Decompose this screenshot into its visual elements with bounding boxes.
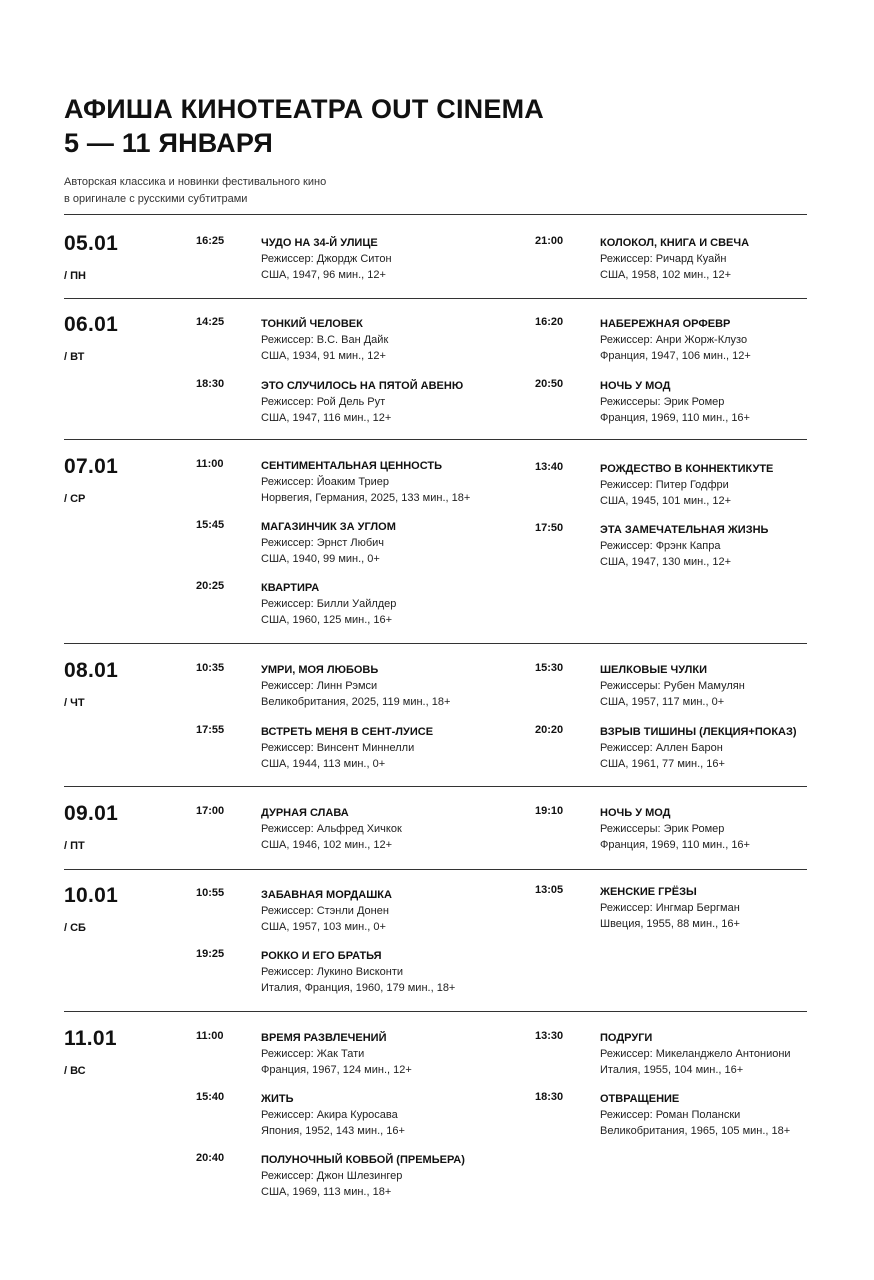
screening-time: 17:50 bbox=[535, 522, 564, 534]
film-title: СЕНТИМЕНТАЛЬНАЯ ЦЕННОСТЬ bbox=[261, 460, 442, 472]
film-title: ОТВРАЩЕНИЕ bbox=[600, 1093, 680, 1105]
film-details: США, 1945, 101 мин., 12+ bbox=[600, 495, 732, 507]
film-info bbox=[600, 884, 740, 932]
screening-time: 15:45 bbox=[196, 519, 225, 531]
film-title: ВРЕМЯ РАЗВЛЕЧЕНИЙ bbox=[261, 1032, 387, 1044]
film-info bbox=[261, 948, 455, 996]
film-info bbox=[261, 724, 433, 772]
screening-time: 17:55 bbox=[196, 724, 225, 736]
film-title: НОЧЬ У МОД bbox=[600, 380, 671, 392]
film-director: Режиссер: Ричард Куайн bbox=[600, 253, 727, 265]
film-title: ПОДРУГИ bbox=[600, 1032, 653, 1044]
film-info bbox=[600, 1091, 790, 1139]
screening-time: 21:00 bbox=[535, 235, 564, 247]
day-divider bbox=[64, 643, 807, 644]
film-details: Италия, Франция, 1960, 179 мин., 18+ bbox=[261, 982, 456, 994]
film-director: Режиссеры: Эрик Ромер bbox=[600, 823, 725, 835]
screening-time: 20:25 bbox=[196, 580, 225, 592]
film-director: Режиссеры: Эрик Ромер bbox=[600, 396, 725, 408]
film-title: ВЗРЫВ ТИШИНЫ (ЛЕКЦИЯ+ПОКАЗ) bbox=[600, 726, 797, 738]
day-divider bbox=[64, 869, 807, 870]
film-info bbox=[261, 1091, 405, 1139]
film-title: ЖИТЬ bbox=[261, 1093, 294, 1105]
screening-time: 11:00 bbox=[196, 1030, 224, 1042]
screening-time: 13:05 bbox=[535, 884, 564, 896]
film-details: США, 1958, 102 мин., 12+ bbox=[600, 269, 732, 281]
screening-time: 10:55 bbox=[196, 887, 225, 899]
film-details: США, 1934, 91 мин., 12+ bbox=[261, 350, 386, 362]
screening-time: 19:10 bbox=[535, 805, 564, 817]
film-director: Режиссер: Фрэнк Капра bbox=[600, 540, 721, 552]
day-divider bbox=[64, 1011, 807, 1012]
screening-time: 19:25 bbox=[196, 948, 225, 960]
film-director: Режиссер: Жак Тати bbox=[261, 1048, 365, 1060]
film-director: Режиссер: Билли Уайлдер bbox=[261, 598, 397, 610]
film-details: США, 1969, 113 мин., 18+ bbox=[261, 1186, 392, 1198]
film-director: Режиссер: Рой Дель Рут bbox=[261, 396, 386, 408]
film-info bbox=[261, 887, 392, 935]
screening-time: 18:30 bbox=[196, 378, 225, 390]
film-details: США, 1946, 102 мин., 12+ bbox=[261, 839, 393, 851]
film-details: США, 1947, 96 мин., 12+ bbox=[261, 269, 386, 281]
film-title: ДУРНАЯ СЛАВА bbox=[261, 807, 349, 819]
screening-time: 10:35 bbox=[196, 662, 225, 674]
day-date: 11.01 bbox=[64, 1027, 117, 1050]
film-info bbox=[600, 662, 745, 710]
film-director: Режиссер: Акира Куросава bbox=[261, 1109, 398, 1121]
film-info bbox=[600, 522, 768, 570]
film-director: Режиссер: Линн Рэмси bbox=[261, 680, 378, 692]
film-info bbox=[261, 580, 396, 628]
screening-time: 11:00 bbox=[196, 458, 224, 470]
film-info bbox=[261, 235, 392, 283]
film-title: РОККО И ЕГО БРАТЬЯ bbox=[261, 950, 382, 962]
screening-time: 18:30 bbox=[535, 1091, 564, 1103]
day-of-week: / СБ bbox=[64, 922, 86, 934]
film-director: Режиссер: Анри Жорж-Клузо bbox=[600, 334, 748, 346]
film-info bbox=[600, 235, 749, 283]
day-divider bbox=[64, 214, 807, 215]
page-title-line-1: АФИША КИНОТЕАТРА OUT CINEMA bbox=[64, 94, 544, 124]
film-director: Режиссер: В.С. Ван Дайк bbox=[261, 334, 389, 346]
film-director: Режиссер: Эрнст Любич bbox=[261, 537, 385, 549]
film-title: МАГАЗИНЧИК ЗА УГЛОМ bbox=[261, 521, 396, 533]
film-details: США, 1947, 116 мин., 12+ bbox=[261, 412, 392, 424]
day-divider bbox=[64, 439, 807, 440]
day-date: 06.01 bbox=[64, 313, 119, 336]
film-director: Режиссер: Джон Шлезингер bbox=[261, 1170, 403, 1182]
film-info bbox=[600, 1030, 791, 1078]
day-of-week: / ПН bbox=[64, 270, 86, 282]
screening-time: 20:50 bbox=[535, 378, 564, 390]
film-title: КОЛОКОЛ, КНИГА И СВЕЧА bbox=[600, 237, 750, 249]
film-info bbox=[600, 461, 773, 509]
film-details: США, 1947, 130 мин., 12+ bbox=[600, 556, 732, 568]
film-info bbox=[261, 519, 396, 567]
film-details: США, 1960, 125 мин., 16+ bbox=[261, 614, 393, 626]
film-info bbox=[261, 378, 463, 426]
day-of-week: / ВС bbox=[64, 1065, 86, 1077]
subtitle-line-1: Авторская классика и новинки фестивального кино bbox=[64, 176, 327, 188]
film-director: Режиссер: Йоаким Триер bbox=[261, 476, 390, 488]
film-details: Франция, 1969, 110 мин., 16+ bbox=[600, 839, 750, 851]
screening-time: 14:25 bbox=[196, 316, 225, 328]
screening-time: 15:40 bbox=[196, 1091, 225, 1103]
film-details: Франция, 1969, 110 мин., 16+ bbox=[600, 412, 750, 424]
film-director: Режиссер: Аллен Барон bbox=[600, 742, 723, 754]
film-title: ЖЕНСКИЕ ГРЁЗЫ bbox=[600, 886, 697, 898]
film-title: ЗАБАВНАЯ МОРДАШКА bbox=[261, 889, 392, 901]
screening-time: 13:40 bbox=[535, 461, 564, 473]
film-details: США, 1957, 117 мин., 0+ bbox=[600, 696, 725, 708]
film-title: НОЧЬ У МОД bbox=[600, 807, 671, 819]
film-info bbox=[261, 805, 402, 853]
film-title: ВСТРЕТЬ МЕНЯ В СЕНТ-ЛУИСЕ bbox=[261, 726, 434, 738]
film-info bbox=[600, 316, 751, 364]
film-director: Режиссер: Винсент Миннелли bbox=[261, 742, 415, 754]
film-director: Режиссер: Альфред Хичкок bbox=[261, 823, 402, 835]
film-details: США, 1961, 77 мин., 16+ bbox=[600, 758, 725, 770]
page-title bbox=[64, 92, 544, 160]
page-subtitle bbox=[64, 174, 326, 208]
film-director: Режиссер: Питер Годфри bbox=[600, 479, 729, 491]
screening-time: 20:20 bbox=[535, 724, 564, 736]
film-details: США, 1957, 103 мин., 0+ bbox=[261, 921, 386, 933]
film-title: УМРИ, МОЯ ЛЮБОВЬ bbox=[261, 664, 379, 676]
day-of-week: / ЧТ bbox=[64, 697, 85, 709]
film-director: Режиссер: Джордж Ситон bbox=[261, 253, 392, 265]
film-title: НАБЕРЕЖНАЯ ОРФЕВР bbox=[600, 318, 731, 330]
film-info bbox=[261, 458, 470, 506]
film-title: ШЕЛКОВЫЕ ЧУЛКИ bbox=[600, 664, 707, 676]
film-title: ТОНКИЙ ЧЕЛОВЕК bbox=[261, 318, 363, 330]
film-title: КВАРТИРА bbox=[261, 582, 320, 594]
film-details: Италия, 1955, 104 мин., 16+ bbox=[600, 1064, 744, 1076]
film-details: Франция, 1947, 106 мин., 12+ bbox=[600, 350, 751, 362]
day-divider bbox=[64, 786, 807, 787]
film-details: Великобритания, 2025, 119 мин., 18+ bbox=[261, 696, 451, 708]
page-title-line-2: 5 — 11 ЯНВАРЯ bbox=[64, 128, 273, 158]
day-of-week: / СР bbox=[64, 493, 86, 505]
film-info bbox=[261, 1030, 412, 1078]
screening-time: 15:30 bbox=[535, 662, 564, 674]
day-date: 08.01 bbox=[64, 659, 119, 682]
film-info bbox=[261, 662, 450, 710]
film-title: ЧУДО НА 34-Й УЛИЦЕ bbox=[261, 237, 378, 249]
film-title: РОЖДЕСТВО В КОННЕКТИКУТЕ bbox=[600, 463, 774, 475]
screening-time: 17:00 bbox=[196, 805, 225, 817]
day-date: 10.01 bbox=[64, 884, 119, 907]
film-title: ЭТА ЗАМЕЧАТЕЛЬНАЯ ЖИЗНЬ bbox=[600, 524, 769, 536]
film-director: Режиссер: Стэнли Донен bbox=[261, 905, 389, 917]
screening-time: 16:25 bbox=[196, 235, 225, 247]
film-details: Норвегия, Германия, 2025, 133 мин., 18+ bbox=[261, 492, 471, 504]
film-title: ЭТО СЛУЧИЛОСЬ НА ПЯТОЙ АВЕНЮ bbox=[261, 380, 464, 392]
film-details: США, 1940, 99 мин., 0+ bbox=[261, 553, 380, 565]
film-info bbox=[600, 378, 750, 426]
day-of-week: / ПТ bbox=[64, 840, 85, 852]
day-date: 05.01 bbox=[64, 232, 119, 255]
screening-time: 20:40 bbox=[196, 1152, 225, 1164]
day-date: 09.01 bbox=[64, 802, 119, 825]
film-details: Швеция, 1955, 88 мин., 16+ bbox=[600, 918, 740, 930]
subtitle-line-2: в оригинале с русскими субтитрами bbox=[64, 193, 248, 205]
film-title: ПОЛУНОЧНЫЙ КОВБОЙ (ПРЕМЬЕРА) bbox=[261, 1154, 465, 1166]
screening-time: 16:20 bbox=[535, 316, 564, 328]
film-director: Режиссер: Ингмар Бергман bbox=[600, 902, 740, 914]
film-info bbox=[600, 724, 797, 772]
film-info bbox=[261, 1152, 465, 1200]
film-details: Япония, 1952, 143 мин., 16+ bbox=[261, 1125, 405, 1137]
film-details: Великобритания, 1965, 105 мин., 18+ bbox=[600, 1125, 791, 1137]
film-info bbox=[261, 316, 388, 364]
day-of-week: / ВТ bbox=[64, 351, 85, 363]
film-director: Режиссер: Роман Полански bbox=[600, 1109, 741, 1121]
day-divider bbox=[64, 298, 807, 299]
film-details: США, 1944, 113 мин., 0+ bbox=[261, 758, 386, 770]
screening-time: 13:30 bbox=[535, 1030, 564, 1042]
day-date: 07.01 bbox=[64, 455, 119, 478]
film-director: Режиссер: Микеланджело Антониони bbox=[600, 1048, 791, 1060]
film-director: Режиссер: Лукино Висконти bbox=[261, 966, 404, 978]
film-info bbox=[600, 805, 750, 853]
film-details: Франция, 1967, 124 мин., 12+ bbox=[261, 1064, 412, 1076]
film-director: Режиссеры: Рубен Мамулян bbox=[600, 680, 745, 692]
